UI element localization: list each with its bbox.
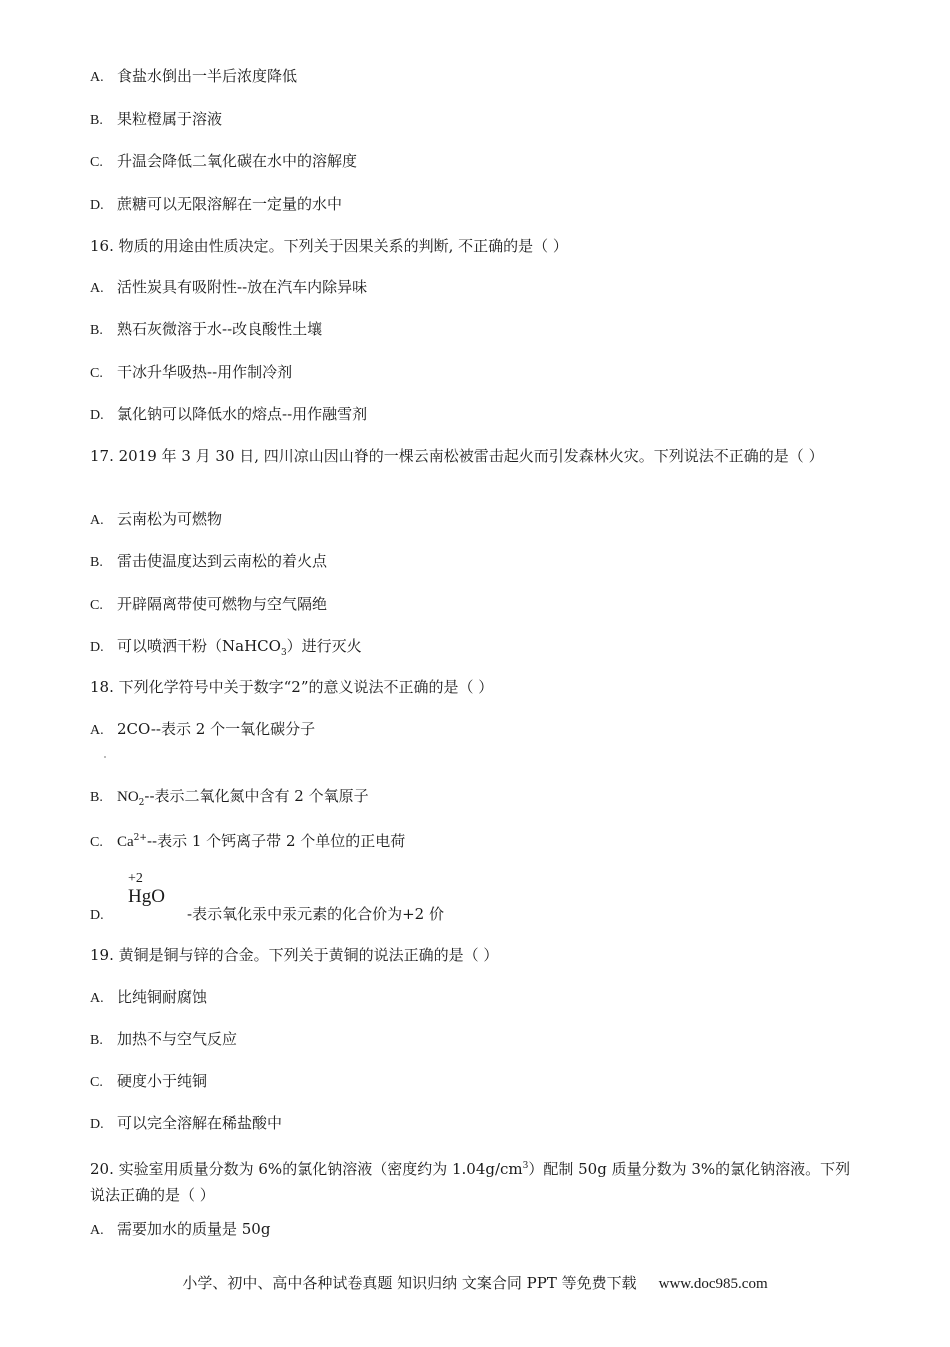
- option-label: C.: [90, 598, 103, 613]
- option-text: 云南松为可燃物: [117, 510, 223, 528]
- option-19c: [90, 1071, 207, 1093]
- option-text: 熟石灰微溶于水--改良酸性土壤: [117, 320, 323, 338]
- option-text: 开辟隔离带使可燃物与空气隔绝: [117, 595, 328, 613]
- option-text: 蔗糖可以无限溶解在一定量的水中: [117, 195, 343, 213]
- question-19-stem: 19. 黄铜是铜与锌的合金。下列关于黄铜的说法正确的是（ ）: [90, 946, 499, 964]
- footer-link[interactable]: www.doc985.com: [658, 1276, 768, 1292]
- question-17-stem: 17. 2019 年 3 月 30 日, 四川凉山因山脊的一棵云南松被雷击起火而引发森林火灾。下列说法不正确的是（ ）: [90, 447, 824, 465]
- option-label: B.: [90, 323, 103, 338]
- stray-dot: [104, 756, 106, 758]
- option-text: 氯化钠可以降低水的熔点--用作融雪剂: [117, 405, 368, 423]
- superscript: 2+: [133, 833, 147, 843]
- stem-pre: 20. 实验室用质量分数为 6%的氯化钠溶液（密度约为 1.04g/cm: [90, 1160, 523, 1178]
- option-18a: [90, 719, 315, 741]
- option-16d: [90, 404, 367, 426]
- option-label: B.: [90, 555, 103, 570]
- option-text: 升温会降低二氧化碳在水中的溶解度: [117, 152, 358, 170]
- option-label: B.: [90, 790, 103, 805]
- option-text: 果粒橙属于溶液: [117, 110, 223, 128]
- oxidation-state: +2: [128, 871, 143, 886]
- option-label: A.: [90, 723, 104, 738]
- footer-text: 小学、初中、高中各种试卷真题 知识归纳 文案合同 PPT 等免费下载: [182, 1274, 637, 1292]
- option-label: A.: [90, 1223, 104, 1238]
- option-text: 活性炭具有吸附性--放在汽车内除异味: [117, 278, 368, 296]
- option-text-pre: 可以喷洒干粉（NaHCO: [117, 637, 281, 655]
- option-text: 2CO--表示 2 个一氧化碳分子: [117, 720, 316, 738]
- option-text: 加热不与空气反应: [117, 1030, 238, 1048]
- question-16-stem: 16. 物质的用途由性质决定。下列关于因果关系的判断, 不正确的是（ ）: [90, 237, 568, 255]
- option-label: D.: [90, 640, 104, 655]
- option-17b: [90, 551, 327, 573]
- option-label: A.: [90, 513, 104, 528]
- formula: HgO: [128, 886, 165, 907]
- option-label: B.: [90, 1033, 103, 1048]
- option-label: D.: [90, 408, 104, 423]
- option-text: 需要加水的质量是 50g: [117, 1220, 271, 1238]
- option-label: A.: [90, 70, 104, 85]
- option-18d: [90, 904, 117, 926]
- question-20-stem: [90, 1153, 860, 1208]
- option-label: D.: [90, 1117, 104, 1132]
- option-text: --表示二氧化氮中含有 2 个氧原子: [144, 787, 369, 805]
- option-label: C.: [90, 835, 103, 850]
- option-text: 硬度小于纯铜: [117, 1072, 208, 1090]
- option-17c: [90, 594, 327, 616]
- option-15b: [90, 109, 222, 131]
- option-label: D.: [90, 908, 104, 923]
- formula: NO: [117, 789, 139, 805]
- option-20a: [90, 1219, 270, 1241]
- option-label: D.: [90, 198, 104, 213]
- option-19d: [90, 1113, 282, 1135]
- stem-post: ）配制 50g 质量分数为 3%的氯化钠溶液。下列说法正确的是（ ）: [90, 1160, 851, 1204]
- option-text: 食盐水倒出一半后浓度降低: [117, 67, 298, 85]
- option-label: A.: [90, 281, 104, 296]
- option-18c: [90, 828, 405, 853]
- hgo-formula-image: [128, 872, 165, 908]
- option-label: C.: [90, 155, 103, 170]
- subscript: 3: [280, 648, 287, 658]
- formula: Ca: [117, 834, 134, 850]
- option-17d: [90, 636, 362, 663]
- option-16c: [90, 362, 292, 384]
- option-text: --表示 1 个钙离子带 2 个单位的正电荷: [146, 832, 406, 850]
- option-text-post: ）进行灭火: [286, 637, 362, 655]
- option-19a: [90, 987, 207, 1009]
- option-15c: [90, 151, 357, 173]
- option-label: A.: [90, 991, 104, 1006]
- option-label: B.: [90, 113, 103, 128]
- option-text: 雷击使温度达到云南松的着火点: [117, 552, 328, 570]
- question-18-stem: 18. 下列化学符号中关于数字“2”的意义说法不正确的是（ ）: [90, 678, 494, 696]
- option-16a: [90, 277, 367, 299]
- page-footer: [0, 1272, 950, 1293]
- option-15d: [90, 194, 342, 216]
- option-label: C.: [90, 366, 103, 381]
- option-18b: [90, 786, 369, 813]
- option-text: 可以完全溶解在稀盐酸中: [117, 1114, 283, 1132]
- option-16b: [90, 319, 322, 341]
- option-19b: [90, 1029, 237, 1051]
- option-text: 比纯铜耐腐蚀: [117, 988, 208, 1006]
- subscript: 2: [138, 798, 145, 808]
- option-15a: [90, 66, 297, 88]
- option-text: 干冰升华吸热--用作制冷剂: [117, 363, 293, 381]
- option-label: C.: [90, 1075, 103, 1090]
- option-17a: [90, 509, 222, 531]
- option-18d-text: -表示氧化汞中汞元素的化合价为+2 价: [187, 905, 444, 923]
- superscript: 3: [522, 1161, 529, 1171]
